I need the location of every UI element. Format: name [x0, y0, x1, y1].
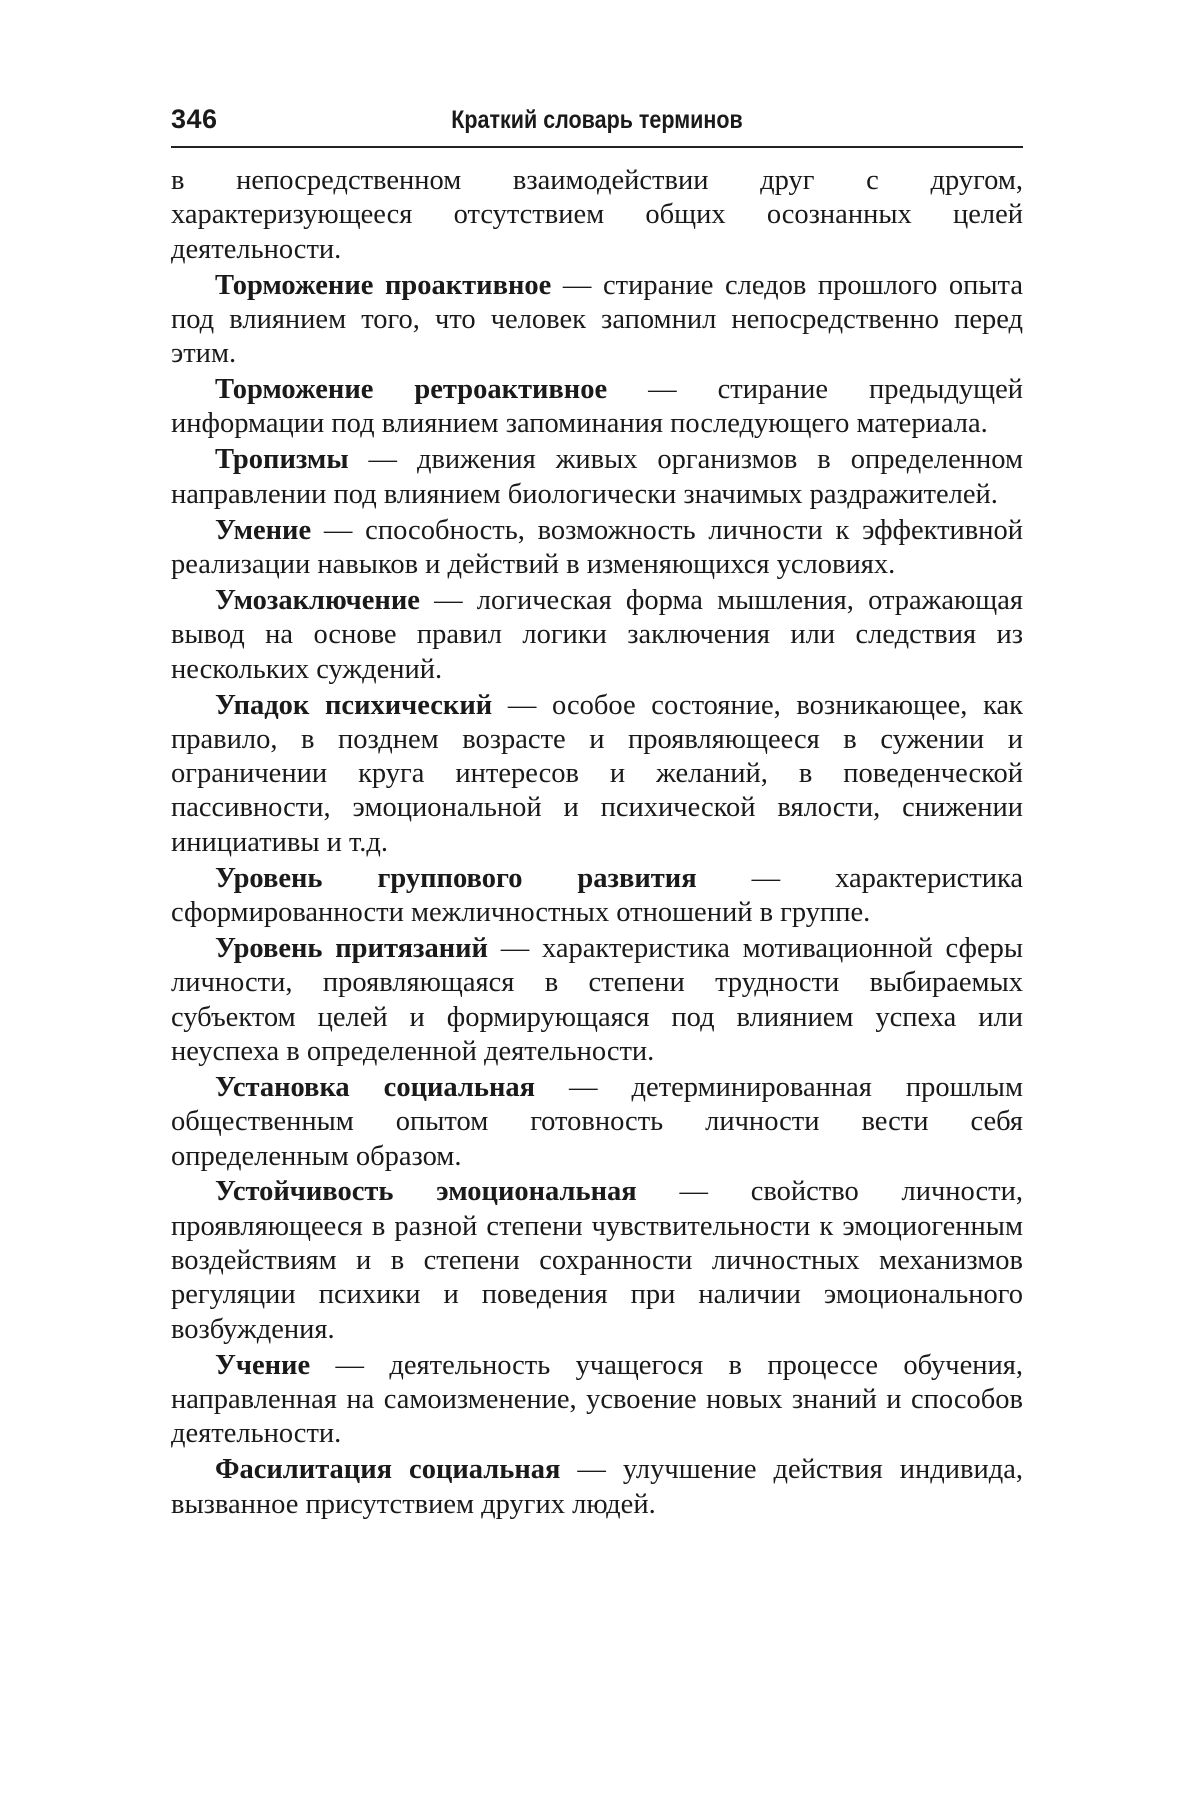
- glossary-entry: [171, 1349, 1023, 1452]
- entry-definition: — движения живых организмов в определенном направлении под влиянием биологически значимых раздражителей.: [171, 444, 1023, 510]
- entry-term: Учение: [215, 1349, 311, 1381]
- glossary-entry: [171, 373, 1023, 442]
- entry-term: Торможение проактивное: [215, 269, 552, 301]
- entry-term: Установка социальная: [215, 1071, 536, 1103]
- glossary-text: [171, 164, 1023, 1522]
- entry-term: Тропизмы: [215, 444, 349, 476]
- glossary-entry: [171, 862, 1023, 931]
- entry-term: Умозаключение: [215, 585, 420, 616]
- continued-paragraph: в непосредственном взаимодействии друг с другом, характеризующееся отсутствием общих осознанных целей деятельности.: [171, 165, 1023, 265]
- entry-term: Устойчивость эмоциональная: [215, 1176, 637, 1208]
- entry-term: Торможение ретроактивное: [215, 374, 608, 406]
- running-header: [171, 96, 1023, 148]
- book-page: [171, 96, 1023, 1524]
- glossary-entry: [171, 269, 1023, 372]
- entry-definition: — стирание предыдущей информации под влиянием запоминания последующего материала.: [171, 374, 1023, 440]
- glossary-entry: [171, 1453, 1023, 1522]
- entry-term: Упадок психический: [215, 689, 493, 721]
- entry-definition: — характеристика мотивационной сферы личности, проявляющаяся в степени трудности выбираемых субъектом целей и формирующаяся под влиянием успеха или неуспеха в определенной деятельности.: [171, 933, 1023, 1067]
- glossary-entry: [171, 1071, 1023, 1174]
- glossary-entry: [171, 1175, 1023, 1346]
- entry-definition: — деятельность учащегося в процессе обучения, направленная на самоизменение, усвоение новых знаний и способов деятельности.: [171, 1349, 1023, 1450]
- entry-definition: — способность, возможность личности к эффективной реализации навыков и действий в изменяющихся условиях.: [171, 514, 1023, 581]
- entry-definition: — характеристика сформированности межличностных отношений в группе.: [171, 862, 1024, 929]
- entry-definition: — стирание следов прошлого опыта под влиянием того, что человек запомнил непосредственно перед этим.: [171, 269, 1024, 370]
- entry-definition: — улучшение действия индивида, вызванное присутствием других людей.: [171, 1454, 1023, 1520]
- entry-definition: — логическая форма мышления, отражающая вывод на основе правил логики заключения или следствия из нескольких суждений.: [171, 585, 1023, 685]
- running-title: Краткий словарь терминов: [451, 106, 743, 134]
- glossary-entry: [171, 584, 1023, 687]
- glossary-entry: [171, 689, 1023, 860]
- glossary-entry: [171, 514, 1023, 583]
- page-number: 346: [171, 104, 218, 134]
- entry-term: Умение: [215, 514, 312, 546]
- glossary-entry: [171, 932, 1023, 1069]
- entry-definition: — детерминированная прошлым общественным опытом готовность личности вести себя определенным образом.: [171, 1071, 1023, 1172]
- entry-term: Уровень группового развития: [215, 862, 697, 894]
- entry-definition: — особое состояние, возникающее, как правило, в позднем возрасте и проявляющееся в сужении и ограничении круга интересов и желаний, в поведенческой пассивности, эмоциональной и психической вялости, снижении инициативы и т.д.: [171, 689, 1024, 858]
- entry-definition: — свойство личности, проявляющееся в разной степени чувствительности к эмоциогенным воздействиям и в степени сохранности личностных механизмов регуляции психики и поведения при наличии эмоционального возбуждения.: [171, 1176, 1023, 1345]
- glossary-entry: [171, 443, 1023, 512]
- entry-term: Фасилитация социальная: [215, 1454, 561, 1486]
- entry-term: Уровень притязаний: [215, 933, 488, 965]
